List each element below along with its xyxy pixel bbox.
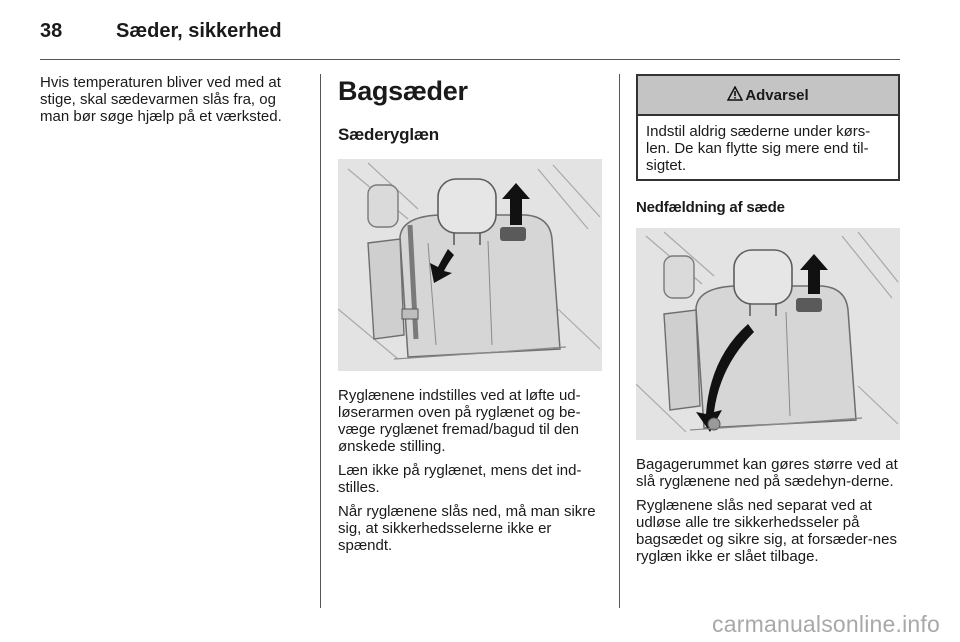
header-divider (40, 59, 900, 60)
body-paragraph: Bagagerummet kan gøres større ved at slå ryglænene ned på sædehyn-derne. (636, 456, 898, 490)
warning-header (638, 76, 898, 116)
subsection-heading: Sæderyglæn (338, 125, 439, 144)
page-header (40, 14, 900, 44)
column-right (636, 74, 900, 572)
fold-down-seat-illustration (636, 228, 900, 440)
body-paragraph: Hvis temperaturen bliver ved med at stige, skal sædevarmen slås fra, og man bør søge hjælp på et værksted. (40, 74, 282, 125)
body-paragraph: Når ryglænene slås ned, må man sikre sig, at sikkerhedsselerne ikke er spændt. (338, 503, 596, 554)
column-divider-1 (320, 74, 321, 608)
section-heading: Bagsæder (338, 76, 468, 106)
chapter-title: Sæder, sikkerhed (116, 20, 282, 42)
subsection-heading: Nedfældning af sæde (636, 199, 785, 216)
warning-box (636, 74, 900, 181)
body-paragraph: Ryglænene slås ned separat ved at udløse alle tre sikkerhedsseler på bagsædet og sikre sig, at forsæder-nes ryglæn ikke er slået tilbage. (636, 497, 897, 565)
warning-text: Indstil aldrig sæderne under kørs-len. De kan flytte sig mere end til-sigtet. (646, 123, 871, 174)
warning-body (638, 116, 898, 179)
warning-title: Advarsel (745, 86, 809, 104)
page-number: 38 (40, 20, 63, 42)
body-paragraph: Ryglænene indstilles ved at løfte ud-løserarmen oven på ryglænet og be-væge ryglænet fremad/bagud til den ønskede stilling. (338, 387, 581, 455)
seatback-adjust-illustration (338, 159, 602, 371)
column-left (40, 74, 302, 132)
warning-triangle-icon (727, 86, 743, 105)
watermark: carmanualsonline.info (712, 611, 940, 637)
column-divider-2 (619, 74, 620, 608)
body-paragraph: Læn ikke på ryglænet, mens det ind-stilles. (338, 462, 582, 496)
column-middle (338, 74, 604, 561)
